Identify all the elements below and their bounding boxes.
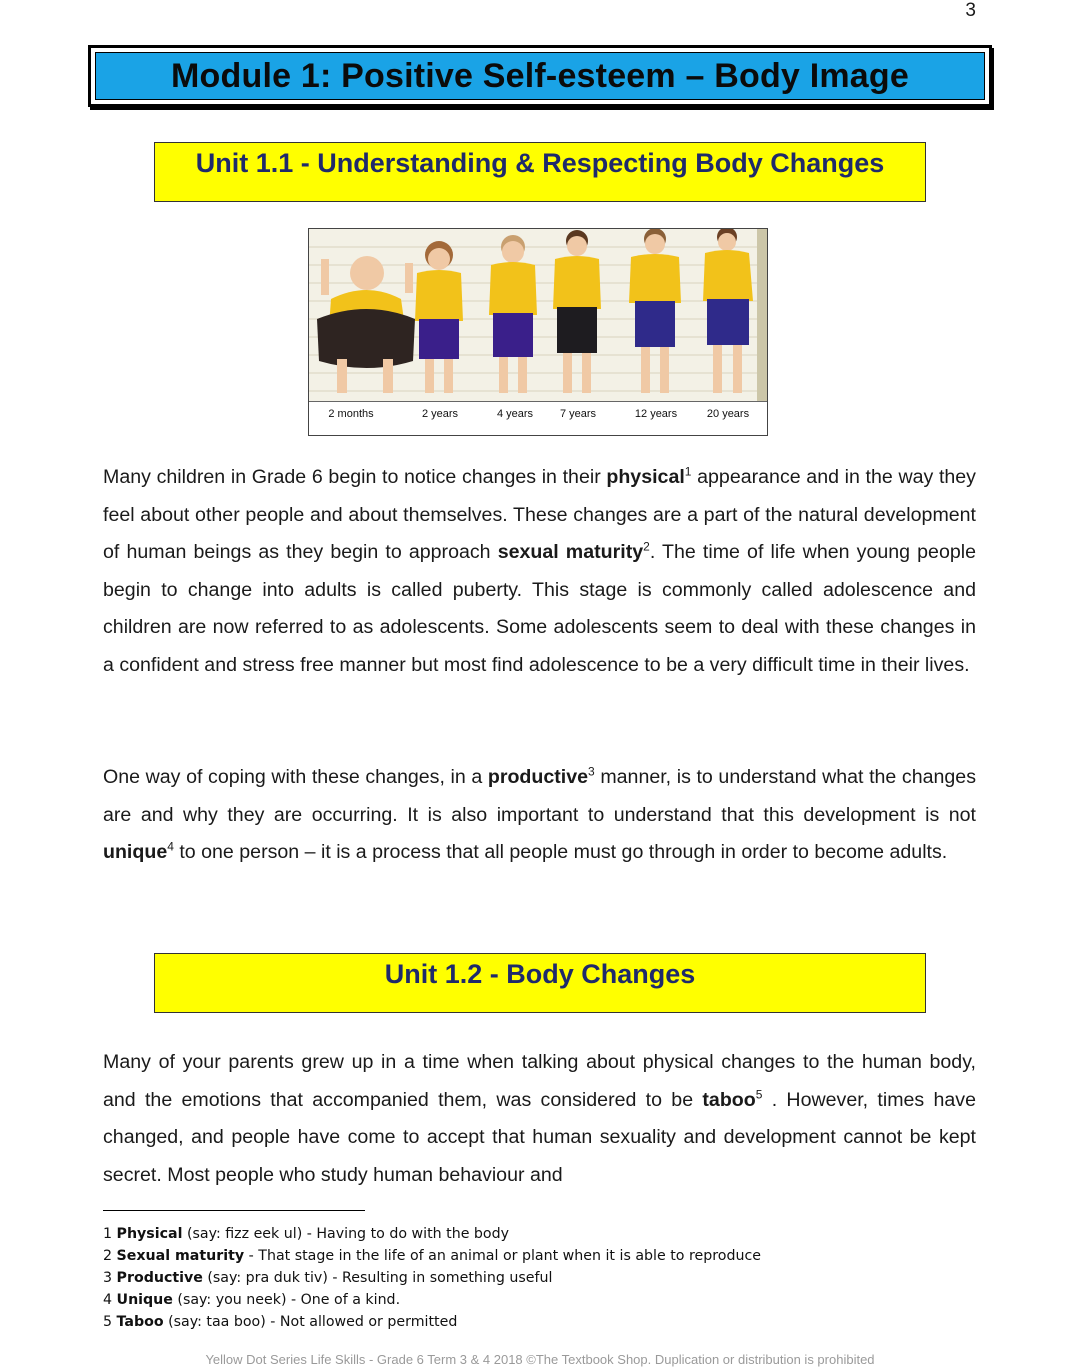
footnote-ref: 5 <box>755 1086 763 1101</box>
footnote-item: 3 Productive (say: pra duk tiv) - Resulting in something useful <box>103 1270 553 1286</box>
term-unique: unique <box>103 841 168 863</box>
module-title-banner <box>88 45 992 107</box>
paragraph-coping <box>103 759 976 872</box>
footnote-ref: 1 <box>684 464 692 479</box>
module-title: Module 1: Positive Self-esteem – Body Image <box>171 56 909 95</box>
page-number: 3 <box>965 0 976 21</box>
term-taboo: taboo <box>702 1088 756 1111</box>
footnote-ref: 4 <box>167 839 174 854</box>
term-productive: productive <box>487 766 589 788</box>
footnote-divider <box>103 1210 365 1211</box>
page-footer: Yellow Dot Series Life Skills - Grade 6 Term 3 & 4 2018 ©The Textbook Shop. Duplication or distribution is prohibited <box>205 1352 875 1367</box>
age-label-strip <box>309 401 767 436</box>
text-run: . However, times have changed, and people have come to accept that human sexuality and development cannot be kept secret. Most people who study human behaviour and <box>103 1088 976 1186</box>
text-run: One way of coping with these changes, in a <box>103 766 488 788</box>
unit-1-2-heading-box <box>154 953 926 1013</box>
text-run: manner, is to understand what the changes are and why they are occurring. It is also important to understand that this development is not <box>103 766 976 826</box>
text-run: appearance and in the way they feel about other people and about themselves. These changes are a part of the natural development of human beings as they begin to approach <box>103 466 976 563</box>
footnote-ref: 3 <box>588 764 595 779</box>
children-growth-illustration <box>309 229 767 401</box>
text-run: to one person – it is a process that all people must go through in order to become adults. <box>173 841 948 863</box>
age-label: 4 years <box>496 408 534 420</box>
unit-1-1-heading-box <box>154 142 926 202</box>
age-label: 20 years <box>706 408 750 420</box>
term-sexual-maturity: sexual maturity <box>497 541 644 563</box>
paragraph-taboo <box>103 1044 976 1194</box>
term-physical: physical <box>606 466 685 488</box>
footnote-item: 4 Unique (say: you neek) - One of a kind. <box>103 1292 401 1308</box>
text-run: Many of your parents grew up in a time when talking about physical changes to the human body, and the emotions that accompanied them, was considered to be <box>103 1051 976 1111</box>
text-run: Many children in Grade 6 begin to notice changes in their <box>103 466 607 488</box>
footnote-item: 2 Sexual maturity - That stage in the life of an animal or plant when it is able to reproduce <box>103 1248 761 1264</box>
footnotes <box>103 1223 761 1333</box>
age-label: 2 years <box>421 408 459 420</box>
footnote-ref: 2 <box>643 539 650 554</box>
footnote-item: 1 Physical (say: fizz eek ul) - Having to do with the body <box>103 1226 510 1242</box>
footnote-item: 5 Taboo (say: taa boo) - Not allowed or permitted <box>103 1314 458 1330</box>
age-label: 7 years <box>559 408 597 420</box>
unit-1-2-title: Unit 1.2 - Body Changes <box>384 959 696 989</box>
paragraph-body-changes-intro <box>103 459 976 684</box>
age-label: 12 years <box>634 408 678 420</box>
unit-1-1-title: Unit 1.1 - Understanding & Respecting Body Changes <box>195 148 885 178</box>
growth-stages-photo <box>308 228 768 436</box>
age-label: 2 months <box>328 408 374 420</box>
text-run: . The time of life when young people begin to change into adults is called puberty. This stage is commonly called adolescence and children are now referred to as adolescents. Some adolescents seem to deal with these changes in a confident and stress free manner but most find adolescence to be a very difficult time in their lives. <box>103 541 976 676</box>
